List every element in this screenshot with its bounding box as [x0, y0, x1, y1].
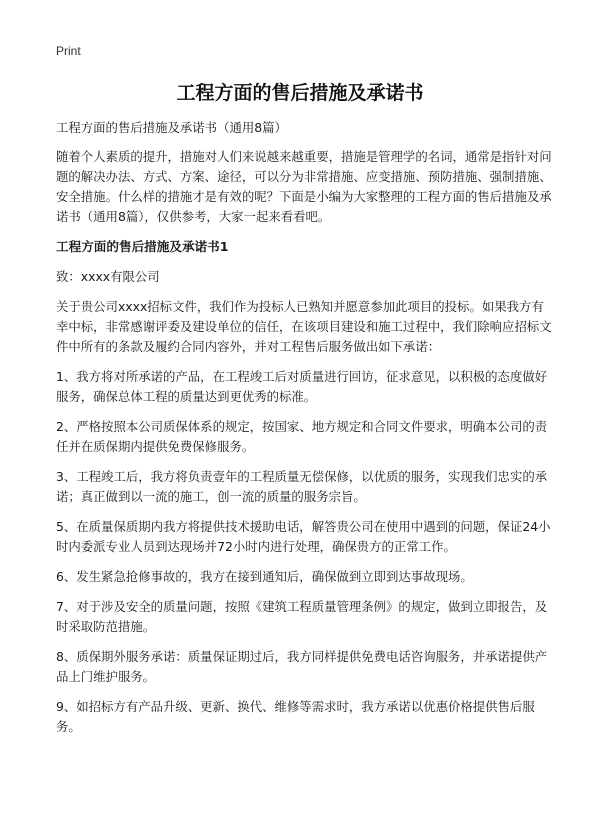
section-heading: 工程方面的售后措施及承诺书1	[56, 239, 229, 254]
commitment-item: 9、如招标方有产品升级、更新、换代、维修等需求时，我方承诺以优惠价格提供售后服务。	[56, 699, 535, 734]
commitment-item: 7、对于涉及安全的质量问题，按照《建筑工程质量管理条例》的规定，做到立即报告，及时采取防范措施。	[56, 599, 548, 634]
opening-paragraph: 关于贵公司xxxx招标文件，我们作为投标人已熟知并愿意参加此项目的投标。如果我方有幸中标，非常感谢评委及建设单位的信任，在该项目建设和施工过程中，我们除响应招标文件中所有的条款及履约合同内容外，并对工程售后服务做出如下承诺：	[56, 299, 552, 354]
commitment-item: 8、质保期外服务承诺：质量保证期过后，我方同样提供免费电话咨询服务，并承诺提供产品上门维护服务。	[56, 649, 548, 684]
document-title: 工程方面的售后措施及承诺书	[176, 82, 424, 104]
document-subtitle: 工程方面的售后措施及承诺书（通用8篇）	[56, 120, 287, 135]
commitment-item: 3、工程竣工后，我方将负责壹年的工程质量无偿保修，以优质的服务，实现我们忠实的承诺；真正做到以一流的施工，创一流的质量的服务宗旨。	[56, 469, 548, 504]
commitment-item: 1、我方将对所承诺的产品，在工程竣工后对质量进行回访，征求意见，以积极的态度做好服务，确保总体工程的质量达到更优秀的标准。	[56, 369, 548, 404]
intro-paragraph: 随着个人素质的提升，措施对人们来说越来越重要，措施是管理学的名词，通常是指针对问题的解决办法、方式、方案、途径，可以分为非常措施、应变措施、预防措施、强制措施、安全措施。什么样的措施才是有效的呢？下面是小编为大家整理的工程方面的售后措施及承诺书（通用8篇），仅供参考，大家一起来看看吧。	[56, 149, 552, 224]
salutation: 致：xxxx有限公司	[56, 269, 160, 284]
commitment-item: 5、在质量保质期内我方将提供技术援助电话，解答贵公司在使用中遇到的问题，保证24小时内委派专业人员到达现场并72小时内进行处理，确保贵方的正常工作。	[56, 519, 551, 554]
commitment-item: 6、发生紧急抢修事故的，我方在接到通知后，确保做到立即到达事故现场。	[56, 569, 473, 584]
document-body	[56, 118, 554, 747]
print-link[interactable]: Print	[56, 44, 81, 58]
commitment-item: 2、严格按照本公司质保体系的规定，按国家、地方规定和合同文件要求，明确本公司的责任并在质保期内提供免费保修服务。	[56, 419, 548, 454]
